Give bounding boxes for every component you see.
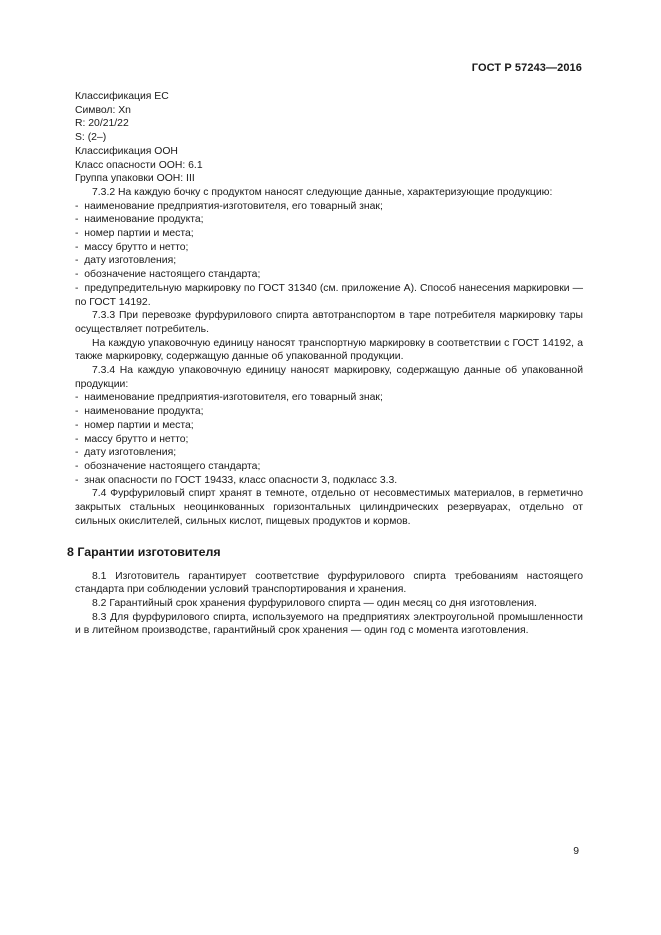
classification-line: Класс опасности ООН: 6.1 — [75, 159, 203, 171]
list-item: - массу брутто и нетто; — [75, 433, 583, 447]
list-item: - знак опасности по ГОСТ 19433, класс опасности 3, подкласс 3.3. — [75, 474, 583, 488]
clause-8-1: 8.1 Изготовитель гарантирует соответствие фурфурилового спирта требованиям настоящего стандарта при соблюдении условий транспортирования и хранения. — [75, 570, 583, 596]
list-item: - номер партии и места; — [75, 227, 583, 241]
document-body — [67, 90, 583, 638]
clause-7-3-3: 7.3.3 При перевозке фурфурилового спирта автотранспортом в таре потребителя маркировку тары осуществляет потребитель. — [75, 310, 583, 335]
list-item: - обозначение настоящего стандарта; — [75, 268, 583, 282]
list-item: - обозначение настоящего стандарта; — [75, 460, 583, 474]
clause-7-3-4: 7.3.4 На каждую упаковочную единицу наносят маркировку, содержащую данные об упакованной продукции: — [75, 365, 583, 390]
list-item: - наименование предприятия-изготовителя, его товарный знак; — [75, 200, 583, 214]
list-item: - номер партии и места; — [75, 419, 583, 433]
classification-line: Классификация ООН — [75, 145, 178, 157]
clause-7-3-3-continued: На каждую упаковочную единицу наносят транспортную маркировку в соответствии с ГОСТ 14192, а также маркировку, содержащую данные об упакованной продукции. — [75, 337, 583, 363]
list-item: - наименование продукта; — [75, 213, 583, 227]
classification-line: Группа упаковки ООН: III — [75, 173, 195, 185]
classification-block — [75, 90, 583, 186]
page-number: 9 — [573, 846, 579, 857]
list-item: - наименование продукта; — [75, 405, 583, 419]
classification-line: Классификация ЕС — [75, 91, 169, 102]
clause-7-4: 7.4 Фурфуриловый спирт хранят в темноте, отдельно от несовместимых материалов, в герметично закрытых стальных неоцинкованных горизонтальных цилиндрических резервуарах, отдельно от сильных окислителей, сильных кислот, пищевых продуктов и кормов. — [75, 488, 583, 527]
clause-8-3: 8.3 Для фурфурилового спирта, используемого на предприятиях электроугольной промышленности и в литейном производстве, гарантийный срок хранения — один год с момента изготовления. — [75, 611, 583, 637]
section-8-heading: 8 Гарантии изготовителя — [67, 544, 221, 559]
classification-line: Символ: Xn — [75, 104, 131, 116]
list-item: - наименование предприятия-изготовителя, его товарный знак; — [75, 391, 583, 405]
clause-7-3-2: 7.3.2 На каждую бочку с продуктом наносят следующие данные, характеризующие продукцию: — [92, 186, 553, 198]
classification-line: R: 20/21/22 — [75, 118, 129, 130]
list-item: - предупредительную маркировку по ГОСТ 31340 (см. приложение А). Способ нанесения маркировки — по ГОСТ 14192. — [75, 282, 583, 309]
list-item: - массу брутто и нетто; — [75, 241, 583, 255]
list-item: - дату изготовления; — [75, 446, 583, 460]
list-item: - дату изготовления; — [75, 254, 583, 268]
clause-8-2: 8.2 Гарантийный срок хранения фурфурилового спирта — один месяц со дня изготовления. — [92, 597, 537, 609]
classification-line: S: (2–) — [75, 132, 107, 144]
document-header: ГОСТ Р 57243—2016 — [471, 62, 582, 74]
